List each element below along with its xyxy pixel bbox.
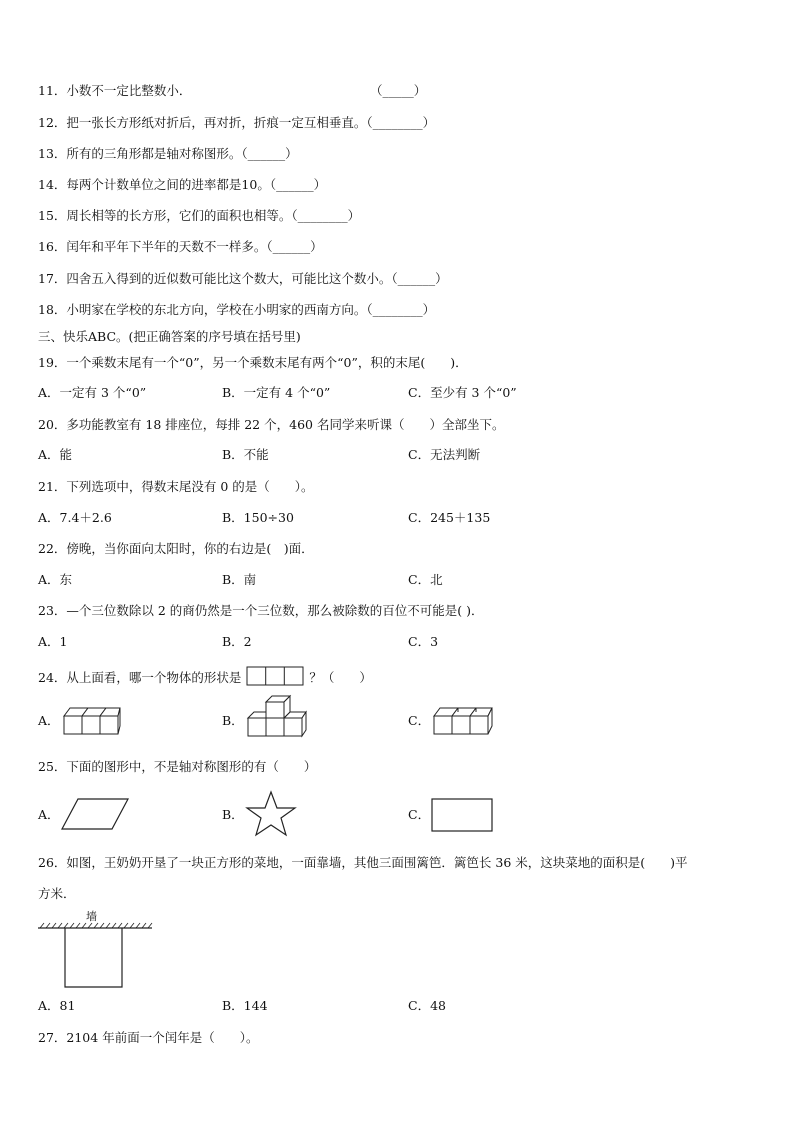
question-27: 27．2104 年前面一个闰年是（ ）。 [38,1030,259,1045]
rectangle-shape[interactable] [430,797,494,833]
cube-stack-figure-c[interactable] [432,702,494,738]
option-b[interactable]: B．一定有 4 个“0” [222,385,331,400]
question-number: 16． [38,239,67,254]
question-21: 21．下列选项中，得数末尾没有 0 的是（ ）。 [38,479,314,494]
parallelogram-shape[interactable] [60,797,130,831]
cube-stack-figure-b[interactable] [246,694,308,740]
garden-wall-figure [38,922,154,990]
question-23: 23．—个三位数除以 2 的商仍然是一个三位数，那么被除数的百位不可能是( )． [38,603,484,618]
section-heading: 三、快乐ABC。(把正确答案的序号填在括号里) [38,329,301,344]
answer-blank[interactable]: （________） [366,115,436,130]
option-b[interactable]: B．144 [222,998,268,1013]
question-11 [38,83,427,99]
question-text: 小明家在学校的东北方向，学校在小明家的西南方向。 [66,302,367,317]
question-text: 四舍五入得到的近似数可能比这个数大，可能比这个数小。 [66,271,392,286]
three-squares-figure [246,666,304,686]
option-c[interactable]: C．至少有 3 个“0” [408,385,517,400]
answer-blank[interactable]: （______） [269,177,327,192]
option-c[interactable]: C．北 [408,572,443,587]
option-a[interactable]: A．一定有 3 个“0” [38,385,147,400]
answer-blank[interactable]: （________） [366,302,436,317]
option-c[interactable]: C．245＋135 [408,510,491,525]
answer-blank[interactable]: （_____） [370,83,427,98]
option-b[interactable]: B． [222,713,244,728]
question-24 [38,666,372,686]
option-b[interactable]: B．2 [222,634,252,649]
option-a[interactable]: A． [38,807,60,822]
option-c[interactable]: C． [408,807,431,822]
option-c[interactable]: C． [408,713,431,728]
question-number: 12． [38,115,67,130]
question-text: 每两个计数单位之间的进率都是10。 [66,177,270,192]
option-a[interactable]: A．1 [38,634,68,649]
answer-blank[interactable]: （______） [266,239,323,254]
question-12 [38,115,435,131]
option-b[interactable]: B． [222,807,244,822]
question-number: 18． [38,302,67,317]
question-text: 小数不一定比整数小． [66,83,192,98]
cube-stack-figure-a[interactable] [62,702,122,738]
star-shape[interactable] [245,790,297,838]
question-text: 把一张长方形纸对折后，再对折，折痕一定互相垂直。 [66,115,367,130]
question-17 [38,271,448,287]
option-a[interactable]: A．7.4＋2.6 [38,510,112,525]
option-b[interactable]: B．150÷30 [222,510,294,525]
question-20: 20．多功能教室有 18 排座位，每排 22 个，460 名同学来听课（ ）全部坐下。 [38,417,505,432]
question-13 [38,146,298,162]
question-26: 26．如图，王奶奶开垦了一块正方形的菜地，一面靠墙，其他三面围篱笆．篱笆长 36 米，这块菜地的面积是( )平 [38,855,688,870]
option-b[interactable]: B．不能 [222,447,269,462]
option-a[interactable]: A．能 [38,447,73,462]
question-text: 闰年和平年下半年的天数不一样多。 [66,239,267,254]
question-22: 22．傍晚，当你面向太阳时，你的右边是( )面． [38,541,314,556]
question-text: 所有的三角形都是轴对称图形。 [66,146,242,161]
question-19: 19．一个乘数末尾有一个“0”，另一个乘数末尾有两个“0”，积的末尾( )． [38,355,468,370]
option-a[interactable]: A．81 [38,998,76,1013]
question-18 [38,302,435,318]
answer-blank[interactable]: （______） [241,146,298,161]
question-text: ？（ ） [309,670,372,685]
question-number: 17． [38,271,67,286]
option-a[interactable]: A．东 [38,572,73,587]
question-26-cont: 方米． [38,886,76,901]
wall-label: 墙 [86,910,97,923]
question-25: 25．下面的图形中，不是轴对称图形的有（ ） [38,759,317,774]
question-number: 14． [38,177,67,192]
question-number: 11． [38,83,67,98]
question-15 [38,208,360,224]
option-a[interactable]: A． [38,713,60,728]
question-text: 24．从上面看，哪一个物体的形状是 [38,670,242,685]
option-c[interactable]: C．无法判断 [408,447,481,462]
option-c[interactable]: C．48 [408,998,446,1013]
option-b[interactable]: B．南 [222,572,257,587]
answer-blank[interactable]: （______） [391,271,448,286]
answer-blank[interactable]: （________） [291,208,361,223]
question-text: 周长相等的长方形，它们的面积也相等。 [66,208,292,223]
option-c[interactable]: C．3 [408,634,439,649]
question-14 [38,177,326,193]
question-16 [38,239,323,255]
question-number: 15． [38,208,67,223]
question-number: 13． [38,146,67,161]
